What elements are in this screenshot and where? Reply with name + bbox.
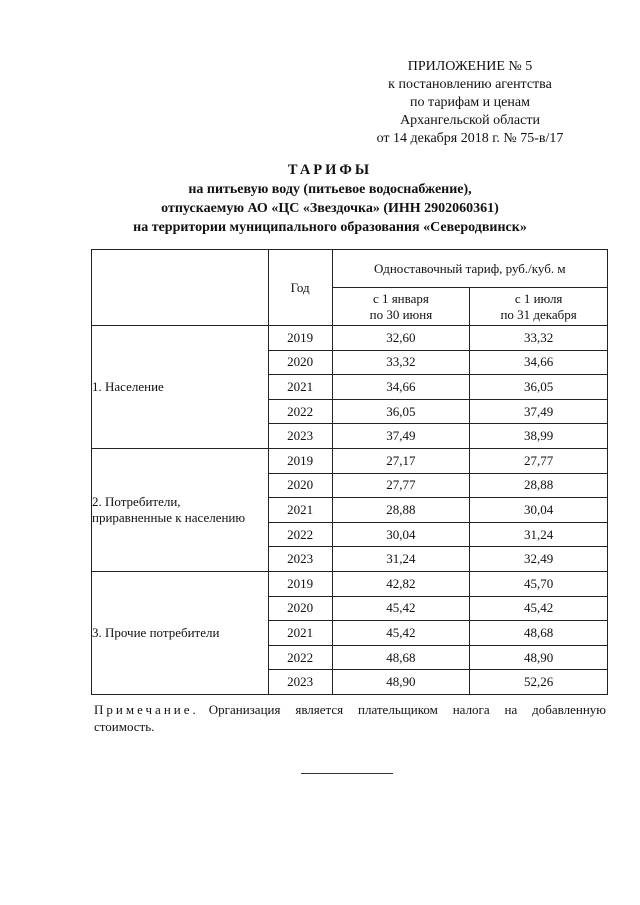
year-cell: 2019 (268, 448, 332, 473)
tariff-second-half-cell: 37,49 (470, 399, 608, 424)
tariff-first-half-cell: 30,04 (332, 522, 470, 547)
annex-line: к постановлению агентства (388, 77, 552, 92)
tariff-second-half-cell: 48,90 (470, 645, 608, 670)
consumer-group-label: 3. Прочие потребители (92, 624, 220, 640)
tariff-second-half-cell: 45,42 (470, 596, 608, 621)
header-year: Год (268, 250, 332, 326)
consumer-group-cell (92, 571, 269, 694)
year-cell: 2020 (268, 350, 332, 375)
tariff-table (91, 249, 608, 695)
tariff-second-half-cell: 38,99 (470, 424, 608, 449)
year-cell: 2021 (268, 498, 332, 523)
header-period-line: по 31 декабря (500, 306, 577, 322)
tariff-first-half-cell: 27,17 (332, 448, 470, 473)
tariff-second-half-cell: 28,88 (470, 473, 608, 498)
header-empty-cell (92, 250, 269, 326)
annex-title: ПРИЛОЖЕНИЕ № 5 (407, 59, 533, 74)
annex-date-line: от 14 декабря 2018 г. № 75-в/17 (376, 131, 564, 146)
year-cell: 2020 (268, 473, 332, 498)
year-cell: 2022 (268, 399, 332, 424)
year-cell: 2020 (268, 596, 332, 621)
header-period-second-half (470, 288, 608, 326)
consumer-group-label: приравненные к населению (92, 509, 246, 525)
header-period-line: по 30 июня (369, 306, 433, 322)
consumer-group-cell (92, 448, 269, 571)
heading-line: на питьевую воду (питьевое водоснабжение), (188, 182, 472, 197)
tariff-second-half-cell: 33,32 (470, 326, 608, 351)
year-cell: 2022 (268, 522, 332, 547)
header-period-line: с 1 июля (514, 290, 563, 306)
tariff-second-half-cell: 45,70 (470, 571, 608, 596)
tariff-first-half-cell: 32,60 (332, 326, 470, 351)
tariff-first-half-cell: 28,88 (332, 498, 470, 523)
table-row (92, 448, 608, 473)
tariff-first-half-cell: 31,24 (332, 547, 470, 572)
tariff-second-half-cell: 30,04 (470, 498, 608, 523)
tariff-second-half-cell: 48,68 (470, 621, 608, 646)
year-cell: 2023 (268, 670, 332, 695)
tariff-first-half-cell: 42,82 (332, 571, 470, 596)
tariff-first-half-cell: 48,68 (332, 645, 470, 670)
tariff-second-half-cell: 27,77 (470, 448, 608, 473)
heading-line: отпускаемую АО «ЦС «Звездочка» (ИНН 2902060361) (161, 201, 499, 216)
consumer-group-cell (92, 326, 269, 449)
tariff-first-half-cell: 34,66 (332, 375, 470, 400)
note-text: Организация является плательщиком налога на добавленную стоимость. (94, 702, 606, 734)
tariff-second-half-cell: 52,26 (470, 670, 608, 695)
header-tariff: Одноставочный тариф, руб./куб. м (332, 250, 607, 288)
year-cell: 2023 (268, 424, 332, 449)
table-row (92, 326, 608, 351)
note (94, 701, 606, 735)
note-body (94, 701, 606, 735)
tariff-first-half-cell: 45,42 (332, 621, 470, 646)
tariff-second-half-cell: 36,05 (470, 375, 608, 400)
year-cell: 2022 (268, 645, 332, 670)
tariff-first-half-cell: 33,32 (332, 350, 470, 375)
consumer-group-label: 1. Население (92, 378, 164, 394)
closing-rule (301, 773, 393, 774)
heading-line: на территории муниципального образования «Северодвинск» (133, 220, 527, 235)
document-heading (60, 161, 600, 237)
year-cell: 2023 (268, 547, 332, 572)
annex-block (340, 58, 600, 148)
tariff-second-half-cell: 32,49 (470, 547, 608, 572)
consumer-group-label: 2. Потребители, (92, 493, 181, 509)
note-label: Примечание. (94, 702, 199, 717)
table-row (92, 571, 608, 596)
tariff-second-half-cell: 31,24 (470, 522, 608, 547)
annex-line: по тарифам и ценам (410, 95, 530, 110)
year-cell: 2021 (268, 375, 332, 400)
tariff-first-half-cell: 45,42 (332, 596, 470, 621)
tariff-second-half-cell: 34,66 (470, 350, 608, 375)
year-cell: 2019 (268, 571, 332, 596)
tariff-first-half-cell: 37,49 (332, 424, 470, 449)
tariff-first-half-cell: 36,05 (332, 399, 470, 424)
tariff-first-half-cell: 27,77 (332, 473, 470, 498)
annex-line: Архангельской области (400, 113, 540, 128)
header-period-line: с 1 января (372, 290, 429, 306)
header-period-first-half (332, 288, 470, 326)
year-cell: 2021 (268, 621, 332, 646)
year-cell: 2019 (268, 326, 332, 351)
document-title: ТАРИФЫ (287, 162, 373, 178)
tariff-first-half-cell: 48,90 (332, 670, 470, 695)
